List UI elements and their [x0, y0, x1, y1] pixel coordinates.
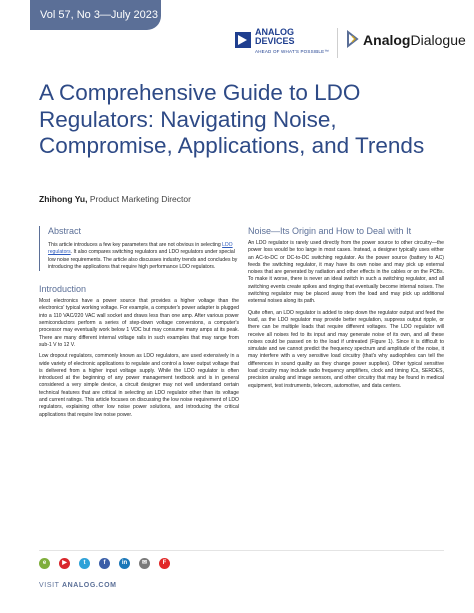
- noise-paragraph-2: Quite often, an LDO regulator is added to step down the regulator output and feed the load, as the LDO regulator may provide better regulation, suppress output ripple, or there can be multiple loads that require different voltages. The LDO regulator will receive all noises fed to its input and may generate noise of its own, and all these noises could be passed on to the load if untreated (Figure 1). Since it is difficult to simulate and we cannot predict the frequency spectrum and amplitude of the noise, it may interfere with a very sensitive load circuitry (that's why audiophiles can tell the differences in sound quality as they change power supplies). Other typical sensitive load circuitry may include radio frequency amplifiers, clock and timing ICs, SERDES, precision analog and image sensors, and other circuitry that may be found in medical equipment, test instruments, telecom, automotive, and data centers.: [248, 309, 444, 389]
- email-icon[interactable]: ✉: [139, 558, 150, 569]
- analog-devices-wordmark[interactable]: [255, 28, 329, 54]
- publication-bold: Analog: [363, 32, 411, 48]
- brand-bar: [235, 28, 466, 68]
- flipboard-icon[interactable]: F: [159, 558, 170, 569]
- facebook-icon[interactable]: f: [99, 558, 110, 569]
- adi-name-line2: DEVICES: [255, 36, 295, 46]
- author-role: Product Marketing Director: [89, 194, 191, 204]
- twitter-icon[interactable]: t: [79, 558, 90, 569]
- youtube-icon[interactable]: ▶: [59, 558, 70, 569]
- brand-divider: [337, 28, 338, 58]
- analog-dialogue-logo-icon[interactable]: [346, 30, 360, 48]
- visit-site: ANALOG.COM: [61, 582, 117, 589]
- noise-paragraph-1: An LDO regulator is rarely used directly from the power source to other circuitry—the power loss would be too large in most cases. Instead, a designer typically uses either an AC-to-DC or DC-to-DC switching regulator. As the power source (battery to AC) feeds the switching regulator, it may have its own noise and may pick up external noises that are generated by radiation and other effects in the cables or on the PCBs. To make it worse, there is never an ideal switch in such a switching regulator, and all switching events create spikes and ringing that eventually become internal noises. The switching regulator may be placed away from the load and may pick up additional external noises along its path.: [248, 240, 444, 305]
- analog-devices-logo-icon[interactable]: [235, 32, 251, 48]
- footer-divider: [39, 550, 444, 551]
- article-title: A Comprehensive Guide to LDO Regulators: Navigating Noise, Compromise, Applications, and Trends: [39, 80, 425, 158]
- introduction-paragraph-2: Low dropout regulators, commonly known as LDO regulators, are used extensively in a wide variety of electronic applications to regulate and control a lower output voltage that is delivered from a higher input voltage supply. While the LDO regulator is often introduced at the beginning of any power management textbook and is in general considered a very simple device, a circuit designer may not well understand certain technical features that are critical in selecting an LDO regulator other than its voltage and current ratings. This article focuses on discussing the low noise requirement of LDO regulators, explaining other low noise power solutions, and introducing the critical applications that require low noise power.: [39, 353, 239, 418]
- publication-rest: Dialogue: [410, 32, 466, 48]
- visit-prefix: VISIT: [39, 582, 60, 589]
- abstract-box: [39, 226, 239, 271]
- ldo-regulators-link[interactable]: LDO regulators: [48, 242, 233, 256]
- adi-tagline: AHEAD OF WHAT'S POSSIBLE™: [255, 49, 330, 54]
- abstract-text-start: This article introduces a few key parameters that are not obvious in selecting: [48, 242, 223, 248]
- author-name: Zhihong Yu,: [39, 194, 88, 204]
- ez-icon[interactable]: e: [39, 558, 50, 569]
- social-links: [39, 558, 170, 569]
- analog-dialogue-wordmark[interactable]: [363, 32, 466, 48]
- left-column: [39, 226, 239, 423]
- linkedin-icon[interactable]: in: [119, 558, 130, 569]
- author-line: [39, 194, 191, 204]
- right-column: [248, 226, 444, 394]
- introduction-paragraph-1: Most electronics have a power source that provides a higher voltage than the electronics' typical working voltage. For example, a computer's power adapter is plugged into a 110 VAC/220 VAC wall socket and draws less than one amp. After various power semiconductors perform a series of step-down voltage conversions, a computer's processor may eventually work below 1 VDC but may consume many amps at its peak. There are many different internal voltage rails in such examples that may range from sub-1 V to 12 V.: [39, 298, 239, 348]
- abstract-text: [48, 242, 239, 271]
- introduction-heading: Introduction: [39, 284, 87, 295]
- adi-name-line1: ANALOG: [255, 27, 294, 37]
- issue-label: Vol 57, No 3—July 2023: [40, 9, 159, 21]
- visit-site-link[interactable]: [39, 582, 117, 589]
- noise-heading: Noise—Its Origin and How to Deal with It: [248, 226, 412, 236]
- issue-tab: [30, 0, 161, 30]
- abstract-heading: Abstract: [48, 226, 82, 236]
- abstract-text-end: . It also compares switching regulators and LDO regulators under special low noise requirements. The article also discusses industry trends and concludes by introducing the applications that require high performance LDO regulators.: [48, 249, 238, 270]
